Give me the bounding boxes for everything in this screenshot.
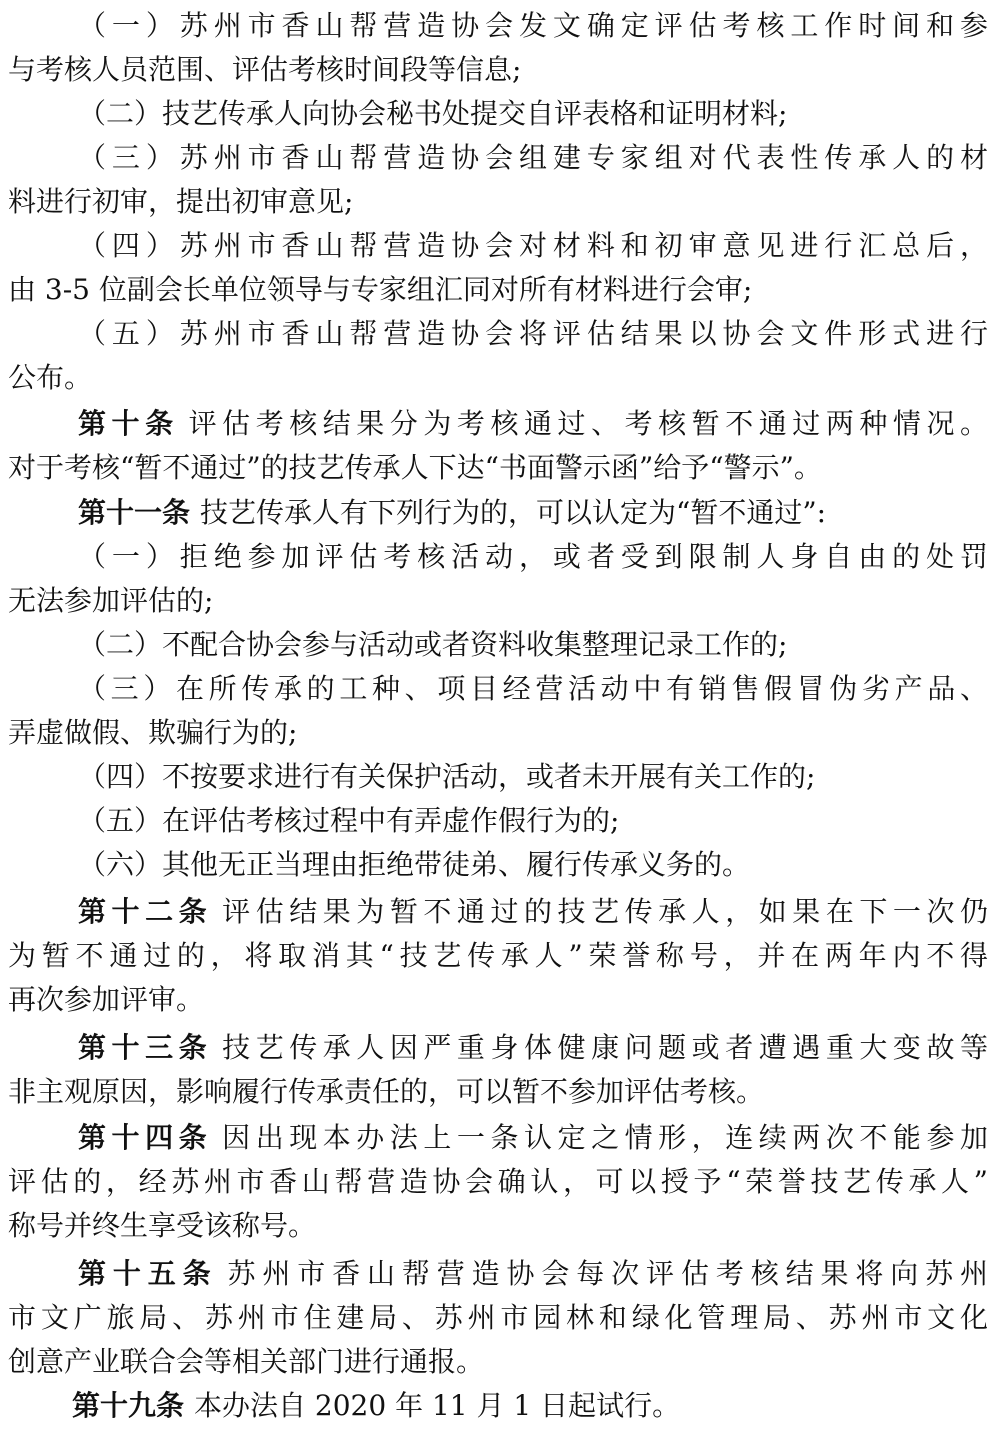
article-14-line-1 <box>78 1118 988 1158</box>
article-10-heading: 第十条 <box>78 407 179 440</box>
article-13-heading: 第十三条 <box>78 1031 213 1064</box>
item-5-line-1: （五）苏州市香山帮营造协会将评估结果以协会文件形式进行 <box>78 317 988 350</box>
article-11-line-1 <box>78 493 988 533</box>
clause-2-line-1: （二）不配合协会参与活动或者资料收集整理记录工作的; <box>78 628 788 661</box>
article-15-text: 苏州市香山帮营造协会每次评估考核结果将向苏州 <box>227 1257 988 1290</box>
item-4-line-2: 由 3-5 位副会长单位领导与专家组汇同对所有材料进行会审; <box>8 273 753 306</box>
clause-4-line-1: （四）不按要求进行有关保护活动，或者未开展有关工作的; <box>78 760 816 793</box>
article-10-text: 评估考核结果分为考核通过、考核暂不通过两种情况。 <box>188 407 988 440</box>
article-10-line-2: 对于考核“暂不通过”的技艺传承人下达“书面警示函”给予“警示”。 <box>8 451 822 484</box>
item-4-line-1: （四）苏州市香山帮营造协会对材料和初审意见进行汇总后， <box>78 229 988 262</box>
article-11-text: 技艺传承人有下列行为的，可以认定为“暂不通过”: <box>200 496 827 529</box>
article-14-text: 因出现本办法上一条认定之情形，连续两次不能参加 <box>222 1121 988 1154</box>
article-15-line-2: 市文广旅局、苏州市住建局、苏州市园林和绿化管理局、苏州市文化 <box>8 1301 988 1334</box>
article-13-line-2: 非主观原因，影响履行传承责任的，可以暂不参加评估考核。 <box>8 1075 765 1108</box>
article-15-heading: 第十五条 <box>78 1257 218 1290</box>
article-11-heading: 第十一条 <box>78 496 191 529</box>
clause-1-line-1: （一）拒绝参加评估考核活动，或者受到限制人身自由的处罚 <box>78 540 988 573</box>
clause-6-line-1: （六）其他无正当理由拒绝带徒弟、履行传承义务的。 <box>78 848 751 881</box>
article-13-text: 技艺传承人因严重身体健康问题或者遭遇重大变故等 <box>222 1031 988 1064</box>
article-12-text: 评估结果为暂不通过的技艺传承人，如果在下一次仍 <box>222 895 988 928</box>
article-14-line-2: 评估的，经苏州市香山帮营造协会确认，可以授予“荣誉技艺传承人” <box>8 1165 988 1198</box>
item-1-line-2: 与考核人员范围、评估考核时间段等信息; <box>8 53 522 86</box>
item-1-line-1: （一）苏州市香山帮营造协会发文确定评估考核工作时间和参 <box>78 9 988 42</box>
article-15-line-1 <box>78 1254 988 1294</box>
article-12-line-3: 再次参加评审。 <box>8 983 205 1016</box>
item-2-line-1: （二）技艺传承人向协会秘书处提交自评表格和证明材料; <box>78 97 788 130</box>
item-3-line-1: （三）苏州市香山帮营造协会组建专家组对代表性传承人的材 <box>78 141 988 174</box>
article-15-line-3: 创意产业联合会等相关部门进行通报。 <box>8 1345 485 1378</box>
article-10-line-1 <box>78 404 988 444</box>
article-14-line-3: 称号并终生享受该称号。 <box>8 1209 317 1242</box>
clause-5-line-1: （五）在评估考核过程中有弄虚作假行为的; <box>78 804 620 837</box>
article-12-line-1 <box>78 892 988 932</box>
clause-1-line-2: 无法参加评估的; <box>8 584 214 617</box>
article-19-text: 本办法自 2020 年 11 月 1 日起试行。 <box>194 1389 681 1422</box>
article-13-line-1 <box>78 1028 988 1068</box>
article-12-heading: 第十二条 <box>78 895 213 928</box>
item-3-line-2: 料进行初审，提出初审意见; <box>8 185 354 218</box>
article-19-heading: 第十九条 <box>72 1389 185 1422</box>
article-19-line-1 <box>72 1386 988 1426</box>
clause-3-line-1: （三）在所传承的工种、项目经营活动中有销售假冒伪劣产品、 <box>78 672 988 705</box>
item-5-line-2: 公布。 <box>8 361 93 394</box>
clause-3-line-2: 弄虚做假、欺骗行为的; <box>8 716 298 749</box>
article-12-line-2: 为暂不通过的，将取消其“技艺传承人”荣誉称号，并在两年内不得 <box>8 939 988 972</box>
article-14-heading: 第十四条 <box>78 1121 213 1154</box>
